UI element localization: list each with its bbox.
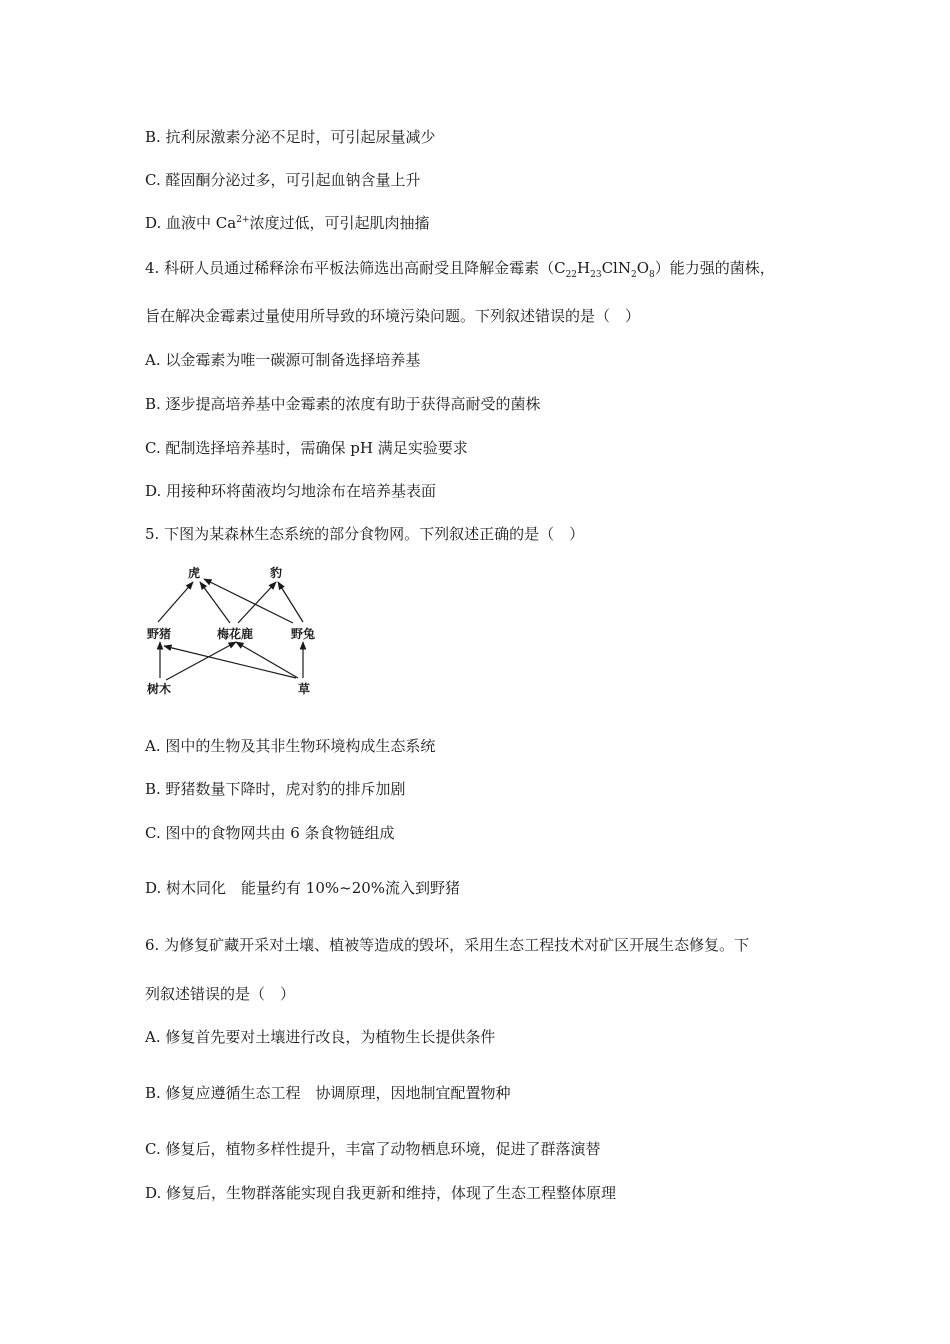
arrow-boar-tiger: [158, 582, 193, 622]
q6-stem-line1: 6. 为修复矿藏开采对土壤、植被等造成的毁坏，采用生态工程技术对矿区开展生态修复。下: [145, 936, 750, 954]
q4-option-c: C. 配制选择培养基时，需确保 pH 满足实验要求: [145, 439, 468, 457]
q3-option-b: B. 抗利尿激素分泌不足时，可引起尿量减少: [145, 128, 436, 146]
q6-option-b: B. 修复应遵循生态工程 协调原理，因地制宜配置物种: [145, 1084, 511, 1102]
q6-option-c: C. 修复后，植物多样性提升，丰富了动物栖息环境，促进了群落演替: [145, 1140, 601, 1158]
formula-part: H: [577, 259, 591, 277]
q4-option-a: A. 以金霉素为唯一碳源可制备选择培养基: [145, 351, 421, 369]
q5-option-b: B. 野猪数量下降时，虎对豹的排斥加剧: [145, 780, 406, 798]
q4-stem-line2: 旨在解决金霉素过量使用所导致的环境污染问题。下列叙述错误的是（ ）: [145, 307, 641, 325]
node-tiger: 虎: [187, 566, 201, 580]
arrow-hare-leopard: [278, 582, 303, 622]
node-boar: 野猪: [146, 627, 172, 641]
q4-option-b: B. 逐步提高培养基中金霉素的浓度有助于获得高耐受的菌株: [145, 395, 541, 413]
ca-charge: 2+: [236, 215, 250, 225]
formula-part: ClN: [601, 259, 631, 277]
q5-stem: 5. 下图为某森林生态系统的部分食物网。下列叙述正确的是（ ）: [145, 525, 585, 543]
q5-option-a: A. 图中的生物及其非生物环境构成生态系统: [145, 737, 436, 755]
node-leopard: 豹: [269, 566, 283, 580]
q5-option-d: D. 树木同化 能量约有 10%~20%流入到野猪: [145, 879, 461, 897]
formula-sub: 23: [590, 270, 602, 280]
q3-option-d: [145, 213, 430, 233]
formula-sub: 22: [565, 270, 578, 280]
node-tree: 树木: [146, 682, 172, 696]
arrow-deer-tiger: [200, 582, 230, 623]
formula-sub: 8: [649, 270, 655, 280]
q3-option-d-text: D. 血液中 Ca: [145, 214, 237, 232]
formula-sub: 2: [630, 270, 637, 280]
arrow-deer-leopard: [238, 582, 276, 623]
q6-option-d: D. 修复后，生物群落能实现自我更新和维持，体现了生态工程整体原理: [145, 1184, 617, 1202]
q3-option-d-text-rest: 浓度过低，可引起肌肉抽搐: [249, 214, 430, 232]
q6-option-a: A. 修复首先要对土壤进行改良，为植物生长提供条件: [145, 1028, 496, 1046]
formula-part: O: [636, 259, 650, 277]
node-hare: 野兔: [290, 627, 316, 641]
arrow-grass-deer: [236, 642, 298, 678]
food-web-diagram: [138, 562, 338, 702]
node-grass: 草: [297, 682, 311, 696]
q3-option-c: C. 醛固酮分泌过多，可引起血钠含量上升: [145, 171, 421, 189]
q4-stem-line1: [145, 258, 775, 278]
q4-stem-text: 4. 科研人员通过稀释涂布平板法筛选出高耐受且降解金霉素（C: [145, 259, 566, 277]
node-deer: 梅花鹿: [216, 627, 254, 641]
q4-stem-text-rest: ）能力强的菌株，: [654, 259, 775, 277]
arrow-grass-boar: [164, 646, 296, 678]
q6-stem-line2: 列叙述错误的是（ ）: [145, 985, 296, 1003]
q5-option-c: C. 图中的食物网共由 6 条食物链组成: [145, 824, 395, 842]
q4-option-d: D. 用接种环将菌液均匀地涂布在培养基表面: [145, 482, 437, 500]
